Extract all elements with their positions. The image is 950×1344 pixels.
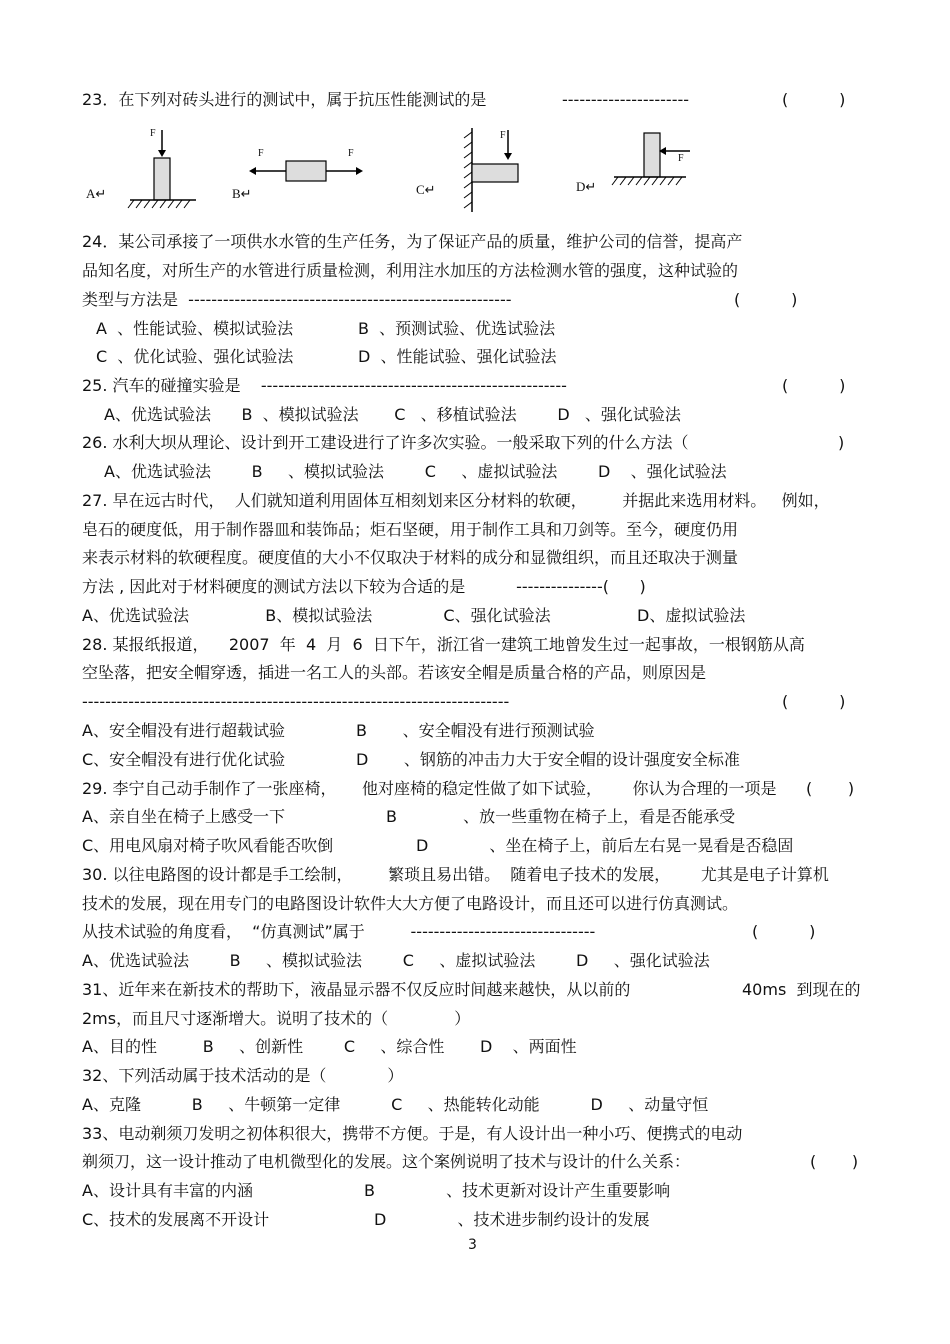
option-d-label: D↵ [576, 179, 597, 194]
force-label-a: F [150, 128, 156, 139]
brick-test-b-diagram [228, 140, 378, 210]
q24-line-1: 24．某公司承接了一项供水水管的生产任务，为了保证产品的质量，维护公司的信誉，提高产 [82, 232, 743, 251]
q27-options: A、优选试验法 B、模拟试验法 C、强化试验法 D、虚拟试验法 [82, 606, 746, 625]
q23-dashes: ---------------------- [562, 90, 690, 109]
option-a-label: A↵ [86, 186, 107, 201]
q30-line-1: 30. 以往电路图的设计都是手工绘制， 繁琐且易出错。 随着电子技术的发展， 尤其是电子计算机 [82, 865, 829, 884]
q33-line-1: 33、电动剃须刀发明之初体积很大，携带不方便。于是，有人设计出一种小巧、便携式的电动 [82, 1124, 743, 1143]
q23-stem: 23．在下列对砖头进行的测试中，属于抗压性能测试的是 [82, 90, 487, 109]
q24-option-c: C 、优化试验、强化试验法 [96, 347, 294, 366]
q27-line-2: 皂石的硬度低，用于制作器皿和装饰品；炬石坚硬，用于制作工具和刀剑等。至今，硬度仍用 [82, 520, 739, 539]
force-label-d: F [678, 153, 684, 164]
option-b-label: B↵ [232, 186, 252, 201]
q24-answer-paren: ( ) [734, 290, 798, 309]
q28-option-c: C、安全帽没有进行优化试验 [82, 750, 286, 769]
q29-option-a: A、亲自坐在椅子上感受一下 [82, 807, 285, 826]
q24-option-b: B 、预测试验、优选试验法 [358, 319, 556, 338]
q28-option-b: B 、安全帽没有进行预测试验 [356, 721, 595, 740]
option-c-label: C↵ [416, 182, 436, 197]
force-label-b-left: F [258, 148, 264, 159]
q26-answer-paren: ) [838, 433, 845, 452]
q31-line-2: 2ms，而且尺寸逐渐增大。说明了技术的（ ） [82, 1009, 471, 1028]
q27-line-3: 来表示材料的软硬程度。硬度值的大小不仅取决于材料的成分和显微组织，而且还取决于测量 [82, 548, 739, 567]
q32-stem: 32、下列活动属于技术活动的是（ ） [82, 1066, 404, 1085]
q30-options: A、优选试验法 B 、模拟试验法 C 、虚拟试验法 D 、强化试验法 [82, 951, 710, 970]
q32-options: A、克隆 B 、牛顿第一定律 C 、热能转化动能 D 、动量守恒 [82, 1095, 709, 1114]
q33-line-2: 剃须刀，这一设计推动了电机微型化的发展。这个案例说明了技术与设计的什么关系： [82, 1152, 691, 1171]
q26-options: A、优选试验法 B 、模拟试验法 C 、虚拟试验法 D 、强化试验法 [104, 462, 727, 481]
q30-answer-paren: ( ) [752, 922, 816, 941]
q24-line-2: 品知名度，对所生产的水管进行质量检测，利用注水加压的方法检测水管的强度，这种试验的 [82, 261, 739, 280]
force-label-c: F [500, 130, 506, 141]
q24-option-a: A 、性能试验、模拟试验法 [96, 319, 294, 338]
q24-line-3: 类型与方法是 -------------------------------------------------------- [82, 290, 512, 309]
q25-answer-paren: ( ) [782, 376, 846, 395]
q28-line-2: 空坠落，把安全帽穿透，插进一名工人的头部。若该安全帽是质量合格的产品，则原因是 [82, 663, 707, 682]
q29-option-c: C、用电风扇对椅子吹风看能否吹倒 [82, 836, 334, 855]
force-label-b-right: F [348, 148, 354, 159]
q33-option-b: B 、技术更新对设计产生重要影响 [364, 1181, 671, 1200]
q25-stem: 25. 汽车的碰撞实验是 ----------------------------------------------------- [82, 376, 567, 395]
q28-line-1: 28. 某报纸报道， 2007 年 4 月 6 日下午，浙江省一建筑工地曾发生过一起事故，一根钢筋从高 [82, 635, 805, 654]
q33-option-d: D 、技术进步制约设计的发展 [374, 1210, 650, 1229]
q27-line-1: 27. 早在远古时代， 人们就知道利用固体互相刻划来区分材料的软硬， 并据此来选用材料。 例如， [82, 491, 830, 510]
q33-option-c: C、技术的发展离不开设计 [82, 1210, 270, 1229]
q27-line-4: 方法 , 因此对于材料硬度的测试方法以下较为合适的是 ---------------( ) [82, 577, 646, 596]
brick-test-a-diagram [82, 120, 212, 215]
q29-answer-paren: ( ) [806, 779, 855, 798]
q31-options: A、目的性 B 、创新性 C 、综合性 D 、两面性 [82, 1037, 577, 1056]
q29-option-b: B 、放一些重物在椅子上，看是否能承受 [386, 807, 736, 826]
q26-stem: 26. 水利大坝从理论、设计到开工建设进行了许多次实验。一般采取下列的什么方法（ [82, 433, 689, 452]
q30-line-2: 技术的发展，现在用专门的电路图设计软件大大方便了电路设计，而且还可以进行仿真测试。 [82, 894, 739, 913]
q31-line-1: 31、近年来在新技术的帮助下，液晶显示器不仅反应时间越来越快，从以前的 [82, 980, 631, 999]
q28-answer-paren: ( ) [782, 692, 846, 711]
q28-option-a: A、安全帽没有进行超载试验 [82, 721, 285, 740]
q28-line-3: -------------------------------------------------------------------------- [82, 692, 510, 711]
q33-option-a: A、设计具有丰富的内涵 [82, 1181, 253, 1200]
q29-stem: 29. 李宁自己动手制作了一张座椅， 他对座椅的稳定性做了如下试验， 你认为合理的一项是 [82, 779, 777, 798]
q23-answer-paren: ( ) [782, 90, 846, 109]
q29-option-d: D 、坐在椅子上，前后左右晃一晃看是否稳固 [416, 836, 794, 855]
brick-test-d-diagram [572, 125, 702, 210]
q30-line-3: 从技术试验的角度看， “仿真测试”属于 -------------------------------- [82, 922, 596, 941]
q28-option-d: D 、钢筋的冲击力大于安全帽的设计强度安全标准 [356, 750, 740, 769]
q31-value: 40ms 到现在的 [742, 980, 861, 999]
q33-answer-paren: ( ) [810, 1152, 859, 1171]
q25-options: A、优选试验法 B 、模拟试验法 C 、移植试验法 D 、强化试验法 [104, 405, 681, 424]
q24-option-d: D 、性能试验、强化试验法 [358, 347, 557, 366]
brick-test-c-diagram [412, 120, 542, 220]
page-number: 3 [468, 1237, 477, 1253]
